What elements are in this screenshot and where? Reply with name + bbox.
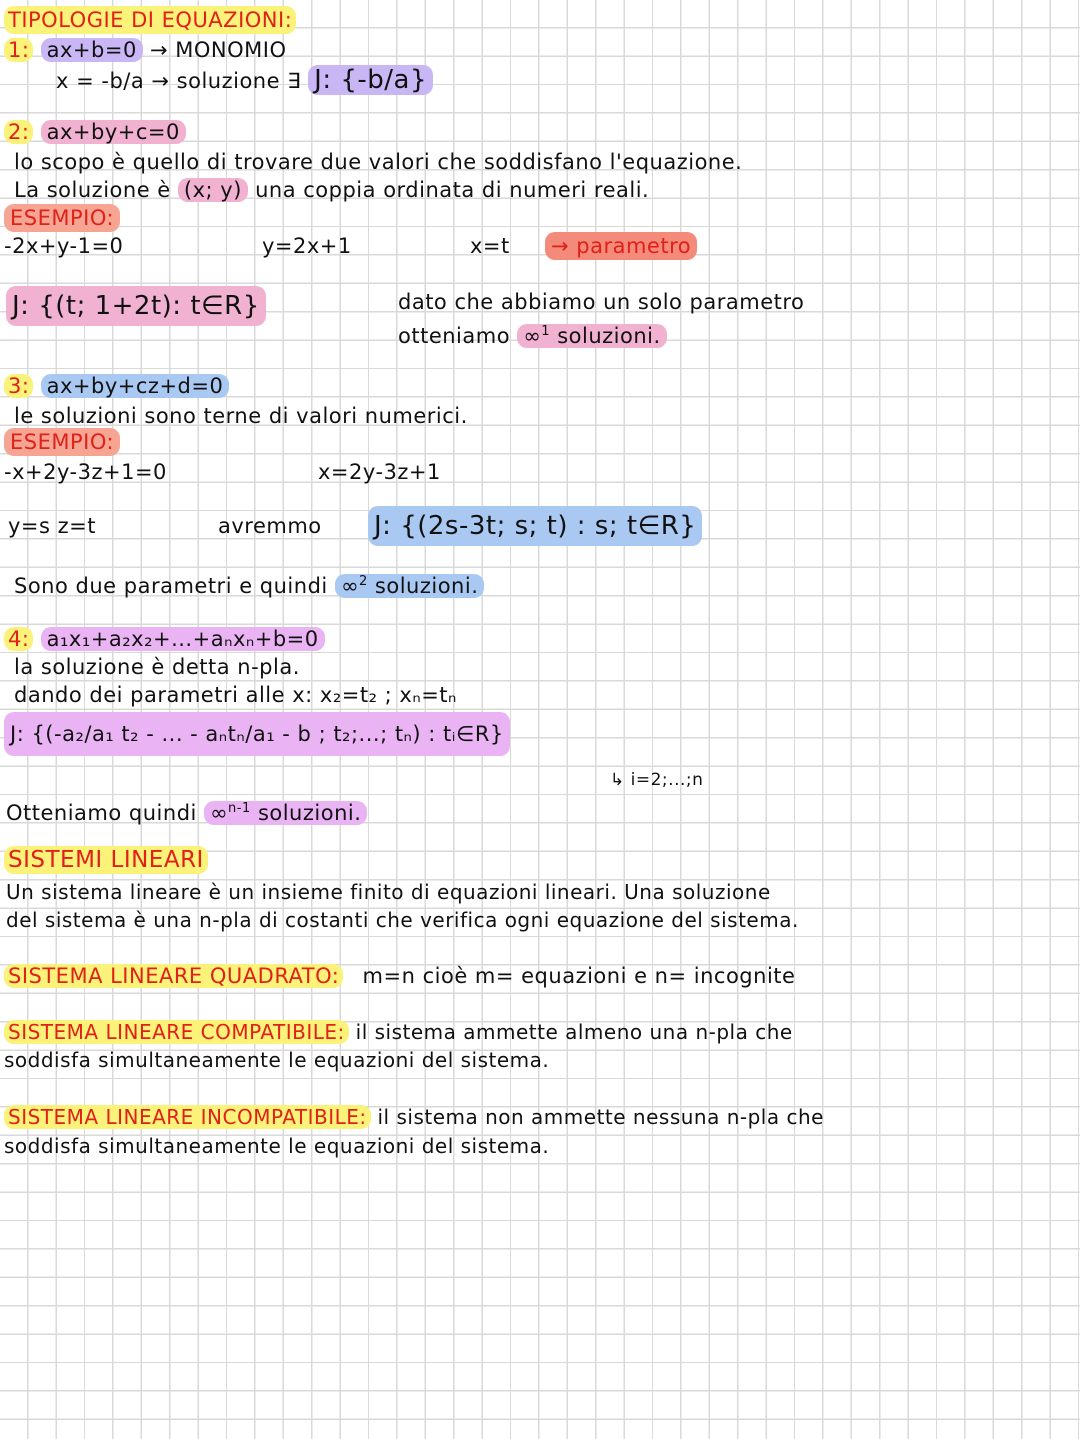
text: Sono due parametri e quindi	[14, 574, 328, 598]
parameter-note: → parametro	[545, 232, 697, 260]
text: Otteniamo quindi	[6, 801, 197, 825]
text: soluzioni.	[257, 801, 362, 825]
text: una coppia ordinata di numeri reali.	[255, 178, 650, 202]
equation: a₁x₁+a₂x₂+...+aₙxₙ+b=0	[41, 627, 325, 651]
text: la soluzione è detta n-pla.	[14, 655, 300, 679]
term-label: SISTEMA LINEARE COMPATIBILE:	[4, 1020, 349, 1044]
index-note: ↳ i=2;...;n	[610, 770, 704, 790]
exponent: 1	[541, 324, 551, 339]
exponent: n-1	[228, 801, 251, 816]
term-text: il sistema ammette almeno una n-pla che	[355, 1020, 793, 1044]
definition: Un sistema lineare è un insieme finito di equazioni lineari. Una soluzione	[6, 880, 771, 904]
section-title: SISTEMI LINEARI	[4, 846, 208, 874]
section-4-header	[4, 625, 325, 653]
solution-set: J: {(t; 1+2t): t∈R}	[6, 286, 266, 326]
note: dato che abbiamo un solo parametro	[398, 290, 805, 314]
section-number: 2:	[4, 120, 33, 144]
text: soluzioni.	[374, 574, 479, 598]
solution-line: x = -b/a → soluzione ∃	[56, 69, 301, 93]
text	[14, 176, 649, 204]
example-eq: -x+2y-3z+1=0	[4, 460, 167, 484]
solution-set: J: {(2s-3t; s; t) : s; t∈R}	[368, 506, 702, 546]
text: le soluzioni sono terne di valori numerici.	[14, 404, 468, 428]
substitution: y=s z=t	[8, 514, 96, 538]
infinity-symbol: ∞	[210, 801, 229, 825]
text: lo scopo è quello di trovare due valori che soddisfano l'equazione.	[14, 150, 743, 174]
text: avremmo	[218, 514, 322, 538]
text: soluzioni.	[557, 324, 661, 348]
page-title: TIPOLOGIE DI EQUAZIONI:	[4, 6, 296, 34]
ordered-pair: (x; y)	[178, 178, 248, 202]
note	[398, 318, 667, 350]
section-number: 4:	[4, 627, 33, 651]
infinity-symbol: ∞	[340, 574, 359, 598]
text: dando dei parametri alle x: x₂=t₂ ; xₙ=tₙ	[14, 683, 457, 707]
text: otteniamo	[398, 324, 511, 348]
term-text: m=n cioè m= equazioni e n= incognite	[362, 964, 796, 988]
exponent: 2	[358, 574, 368, 589]
equation: ax+by+c=0	[41, 120, 186, 144]
section-number: 1:	[4, 38, 33, 62]
equation: ax+by+cz+d=0	[41, 374, 230, 398]
solution-set: J: {(-a₂/a₁ t₂ - ... - aₙtₙ/a₁ - b ; t₂;...; tₙ) : tᵢ∈R}	[4, 712, 510, 756]
example-label: ESEMPIO:	[4, 428, 120, 456]
term-text: soddisfa simultaneamente le equazioni del sistema.	[4, 1048, 550, 1072]
solution-set: J: {-b/a}	[308, 65, 433, 95]
example-eq: x=2y-3z+1	[318, 460, 441, 484]
infinity-symbol: ∞	[523, 324, 542, 348]
example-eq: -2x+y-1=0	[4, 234, 124, 258]
section-1-header	[4, 36, 287, 64]
section-2-header	[4, 118, 186, 146]
equation: ax+b=0	[41, 38, 143, 62]
term-text: soddisfa simultaneamente le equazioni del sistema.	[4, 1134, 550, 1158]
text: La soluzione è	[14, 178, 171, 202]
section-number: 3:	[4, 374, 33, 398]
compatibile-definition	[4, 1018, 793, 1046]
conclusion	[6, 795, 367, 827]
example-eq: x=t	[470, 234, 510, 258]
section-1-solution	[56, 66, 433, 95]
term-label: SISTEMA LINEARE QUADRATO:	[4, 964, 343, 988]
example-eq: y=2x+1	[262, 234, 352, 258]
definition: del sistema è una n-pla di costanti che verifica ogni equazione del sistema.	[6, 908, 799, 932]
term-text: il sistema non ammette nessuna n-pla che	[377, 1105, 824, 1129]
equation-type: → MONOMIO	[150, 38, 287, 62]
section-3-header	[4, 372, 229, 400]
quadrato-definition	[4, 962, 795, 990]
term-label: SISTEMA LINEARE INCOMPATIBILE:	[4, 1105, 371, 1129]
incompatibile-definition	[4, 1103, 824, 1131]
conclusion	[14, 568, 484, 600]
example-label: ESEMPIO:	[4, 204, 120, 232]
